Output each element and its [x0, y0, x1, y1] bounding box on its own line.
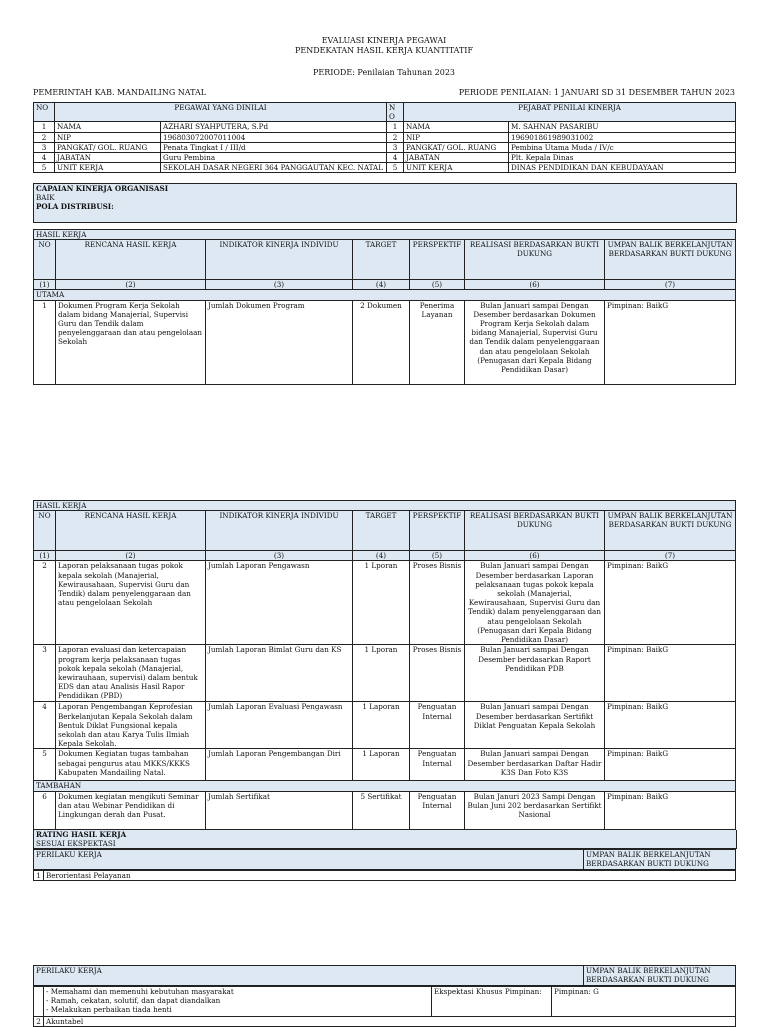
section-utama: UTAMA — [34, 290, 736, 300]
perspektif: Penerima Layanan — [410, 300, 465, 384]
pejabat-nama: M. SAHNAN PASARIBU — [509, 122, 736, 132]
target: 5 Sertifikat — [353, 791, 410, 829]
col-index: (3) — [206, 551, 353, 561]
col-rencana: RENCANA HASIL KERJA — [56, 511, 206, 551]
target: 1 Lporan — [353, 645, 410, 702]
perilaku-kerja-label: PERILAKU KERJA — [34, 966, 584, 986]
pegawai-jabatan: Guru Pembina — [161, 153, 387, 163]
table-row — [34, 702, 736, 749]
rencana-hasil-kerja: Dokumen Kegiatan tugas tambahan sebagai pengurus atau MKKS/KKKS Kabupaten Mandailing Natal. — [56, 749, 206, 781]
pejabat-nip: 196901861989031002 — [509, 132, 736, 142]
umpan-balik: Pimpinan: BaikG — [605, 561, 736, 645]
row-label: JABATAN — [404, 153, 509, 163]
perspektif: Penguatan Internal — [410, 749, 465, 781]
capaian-label: CAPAIAN KINERJA ORGANISASI — [36, 184, 169, 193]
table-row — [34, 645, 736, 702]
row-label: NIP — [404, 132, 509, 142]
pola-distribusi: POLA DISTRIBUSI: — [36, 202, 114, 212]
capaian-block — [33, 183, 737, 223]
umpan-balik-label: UMPAN BALIK BERKELANJUTAN BERDASARKAN BUKTI DUKUNG — [584, 966, 736, 986]
perilaku-item: Berorientasi Pelayanan — [44, 871, 736, 881]
identitas-row — [34, 153, 736, 163]
target: 2 Dokumen — [353, 300, 410, 384]
section-tambahan: TAMBAHAN — [34, 781, 736, 791]
perspektif: Penguatan Internal — [410, 702, 465, 749]
perilaku-item: Akuntabel — [44, 1017, 736, 1027]
rating-label: RATING HASIL KERJA — [36, 829, 127, 839]
col-pegawai: PEGAWAI YANG DINILAI — [55, 103, 387, 122]
umpan-balik: Pimpinan: BaikG — [605, 300, 736, 384]
umpan-balik-label: UMPAN BALIK BERKELANJUTAN BERDASARKAN BUKTI DUKUNG — [584, 850, 736, 870]
rencana-hasil-kerja: Dokumen Program Kerja Sekolah dalam bidang Manajerial, Supervisi Guru dan Tendik dalam penyelenggaraan dan atau pengelolaan Sekolah — [56, 300, 206, 384]
realisasi: Bulan Januari sampai Dengan Desember berdasarkan Daftar Hadir K3S Dan Foto K3S — [465, 749, 605, 781]
row-no: 1 — [387, 122, 404, 132]
realisasi: Bulan Januari sampai Dengan Desember berdasarkan Laporan pelaksanaan tugas pokok kepala sekolah (Manajerial, Kewirausahaan, Supervisi Guru dan Tendik) dalam penyelenggaraan dan atau pengelolaan Sekolah (Penugasan dari Kepala Bidang Pendidikan Dasar) — [465, 561, 605, 645]
col-index: (6) — [465, 551, 605, 561]
col-pejabat: PEJABAT PENILAI KINERJA — [404, 103, 736, 122]
row-no: 1 — [34, 122, 55, 132]
col-index: (7) — [605, 551, 736, 561]
rating-value: SESUAI EKSPEKTASI — [36, 838, 116, 848]
row-no: 2 — [34, 132, 55, 142]
hasil-kerja-table-1 — [33, 229, 735, 385]
col-realisasi: REALISASI BERDASARKAN BUKTI DUKUNG — [465, 240, 605, 280]
row-no: 1 — [34, 300, 56, 384]
col-umpan-balik: UMPAN BALIK BERKELANJUTAN BERDASARKAN BUKTI DUKUNG — [605, 240, 736, 280]
perilaku-kerja-label: PERILAKU KERJA — [34, 850, 584, 870]
perspektif: Proses Bisnis — [410, 561, 465, 645]
row-no: 4 — [34, 153, 55, 163]
row-no: 3 — [34, 645, 56, 702]
indikator-kinerja: Jumlah Laporan Evaluasi Pengawasn — [206, 702, 353, 749]
col-index: (5) — [410, 280, 465, 290]
col-indikator: INDIKATOR KINERJA INDIVIDU — [206, 240, 353, 280]
row-no: 5 — [34, 163, 55, 173]
col-no: NO — [34, 511, 56, 551]
perilaku-row — [34, 1017, 736, 1027]
identitas-row — [34, 122, 736, 132]
target: 1 Laporan — [353, 749, 410, 781]
realisasi: Bulan Januri 2023 Sampi Dengan Bulan Juni 202 berdasarkan Sertifikt Nasional — [465, 791, 605, 829]
indikator-kinerja: Jumlah Laporan Pengawasn — [206, 561, 353, 645]
row-label: NAMA — [404, 122, 509, 132]
pegawai-nip: 196803072007011004 — [161, 132, 387, 142]
row-no: 5 — [34, 749, 56, 781]
bullet-item: - Melakukan perbaikan tiada henti — [46, 1005, 172, 1015]
umpan-balik: Pimpinan: BaikG — [605, 749, 736, 781]
identitas-row — [34, 142, 736, 152]
col-indikator: INDIKATOR KINERJA INDIVIDU — [206, 511, 353, 551]
pejabat-jabatan: Plt. Kepala Dinas — [509, 153, 736, 163]
rencana-hasil-kerja: Laporan pelaksanaan tugas pokok kepala sekolah (Manajerial, Kewirausahaan, Supervisi Guru dan Tendik) dalam penyelenggaraan dan atau pengelolaan Sekolah — [56, 561, 206, 645]
rating-block — [33, 830, 737, 849]
row-label: PANGKAT/ GOL. RUANG — [55, 142, 161, 152]
perilaku-row — [34, 871, 736, 881]
section-hasil-kerja: HASIL KERJA — [34, 230, 736, 240]
col-target: TARGET — [353, 240, 410, 280]
col-index: (6) — [465, 280, 605, 290]
row-no: 2 — [34, 561, 56, 645]
umpan-balik: Pimpinan: BaikG — [605, 702, 736, 749]
instansi-row — [33, 88, 735, 98]
capaian-value: BAIK — [36, 193, 55, 203]
col-no-2: NO — [387, 103, 404, 122]
doc-period: PERIODE: Penilaian Tahunan 2023 — [312, 68, 456, 77]
doc-title: EVALUASI KINERJA PEGAWAI — [321, 36, 447, 45]
col-umpan-balik: UMPAN BALIK BERKELANJUTAN BERDASARKAN BUKTI DUKUNG — [605, 511, 736, 551]
umpan-balik: Pimpinan: BaikG — [605, 791, 736, 829]
target: 1 Lporan — [353, 561, 410, 645]
col-index: (3) — [206, 280, 353, 290]
col-index: (7) — [605, 280, 736, 290]
bullet-item: - Memahami dan memenuhi kebutuhan masyarakat — [46, 987, 234, 996]
identitas-row — [34, 163, 736, 173]
table-row — [34, 749, 736, 781]
perilaku-detail-row — [34, 987, 736, 1017]
row-no: 6 — [34, 791, 56, 829]
row-no: 2 — [387, 132, 404, 142]
umpan-pimpinan: Pimpinan: G — [552, 987, 736, 1017]
col-index: (4) — [353, 551, 410, 561]
target: 1 Laporan — [353, 702, 410, 749]
doc-subtitle: PENDEKATAN HASIL KERJA KUANTITATIF — [294, 46, 474, 55]
table-row — [34, 300, 736, 384]
perilaku-bullets — [44, 987, 432, 1017]
pejabat-pangkat: Pembina Utama Muda / IV/c — [509, 142, 736, 152]
row-no: 3 — [34, 142, 55, 152]
col-perspektif: PERSPEKTIF — [410, 511, 465, 551]
realisasi: Bulan Januari sampai Dengan Desember berdasarkan Sertifikt Diklat Penguatan Kepala Sekolah — [465, 702, 605, 749]
row-no: 3 — [387, 142, 404, 152]
instansi-name: PEMERINTAH KAB. MANDAILING NATAL — [33, 88, 207, 97]
col-index: (5) — [410, 551, 465, 561]
perspektif: Penguatan Internal — [410, 791, 465, 829]
rencana-hasil-kerja: Dokumen kegiatan mengikuti Seminar dan atau Webinar Pendidikan di Lingkungan derah dan Pusat. — [56, 791, 206, 829]
row-label: PANGKAT/ GOL. RUANG — [404, 142, 509, 152]
pegawai-unit-kerja: SEKOLAH DASAR NEGERI 364 PANGGAUTAN KEC. NATAL — [161, 163, 387, 173]
perilaku-kerja-table — [33, 965, 735, 1027]
col-target: TARGET — [353, 511, 410, 551]
indikator-kinerja: Jumlah Dokumen Program — [206, 300, 353, 384]
col-index: (1) — [34, 280, 56, 290]
row-label: UNIT KERJA — [55, 163, 161, 173]
identitas-table — [33, 102, 735, 173]
row-label: NAMA — [55, 122, 161, 132]
row-no: 5 — [387, 163, 404, 173]
rencana-hasil-kerja: Laporan Pengembangan Keprofesian Berkelanjutan Kepala Sekolah dalam Bentuk Diklat Fungsional kepala sekolah dan atau Karya Tulis Ilmiah Kepala Sekolah. — [56, 702, 206, 749]
umpan-balik: Pimpinan: BaikG — [605, 645, 736, 702]
pejabat-unit-kerja: DINAS PENDIDIKAN DAN KEBUDAYAAN — [509, 163, 736, 173]
realisasi: Bulan Januari sampai Dengan Desember berdasarkan Raport Pendidikan PDB — [465, 645, 605, 702]
col-index: (4) — [353, 280, 410, 290]
periode-penilaian: PERIODE PENILAIAN: 1 JANUARI SD 31 DESEMBER TAHUN 2023 — [458, 88, 735, 97]
perspektif: Proses Bisnis — [410, 645, 465, 702]
indikator-kinerja: Jumlah Sertifikat — [206, 791, 353, 829]
pegawai-nama: AZHARI SYAHPUTERA, S.Pd — [161, 122, 387, 132]
row-label: UNIT KERJA — [404, 163, 509, 173]
col-rencana: RENCANA HASIL KERJA — [56, 240, 206, 280]
table-row — [34, 791, 736, 829]
row-no: 2 — [34, 1017, 44, 1027]
rencana-hasil-kerja: Laporan evaluasi dan ketercapaian program kerja pelaksanaan tugas pokok kepala sekolah (Manajerial, kewirauhaan, supervisi) dalam bentuk EDS dan atau Analisis Hasil Rapor Pendidikan (PBD) — [56, 645, 206, 702]
col-no: NO — [34, 240, 56, 280]
col-index: (2) — [56, 551, 206, 561]
section-hasil-kerja: HASIL KERJA — [34, 501, 736, 511]
pegawai-pangkat: Penata Tingkat I / III/d — [161, 142, 387, 152]
row-no: 1 — [34, 871, 44, 881]
table-row — [34, 561, 736, 645]
row-no: 4 — [34, 702, 56, 749]
col-index: (2) — [56, 280, 206, 290]
row-no: 4 — [387, 153, 404, 163]
row-label: JABATAN — [55, 153, 161, 163]
indikator-kinerja: Jumlah Laporan Bimlat Guru dan KS — [206, 645, 353, 702]
ekspektasi-khusus: Ekspektasi Khusus Pimpinan: — [432, 987, 552, 1017]
document-header — [33, 36, 735, 78]
col-perspektif: PERSPEKTIF — [410, 240, 465, 280]
indikator-kinerja: Jumlah Laporan Pengembangan Diri — [206, 749, 353, 781]
row-label: NIP — [55, 132, 161, 142]
col-realisasi: REALISASI BERDASARKAN BUKTI DUKUNG — [465, 511, 605, 551]
realisasi: Bulan Januari sampai Dengan Desember berdasarkan Dokumen Program Kerja Sekolah dalam bidang Manajerial, Supervisi Guru dan Tendik dalam penyelenggaraan dan atau pengelolaan Sekolah (Penugasan dari Kepala Bidang Pendidikan Dasar) — [465, 300, 605, 384]
identitas-row — [34, 132, 736, 142]
bullet-item: - Ramah, cekatan, solutif, dan dapat diandalkan — [46, 996, 221, 1006]
col-no: NO — [34, 103, 55, 122]
col-index: (1) — [34, 551, 56, 561]
hasil-kerja-table-2 — [33, 500, 735, 881]
